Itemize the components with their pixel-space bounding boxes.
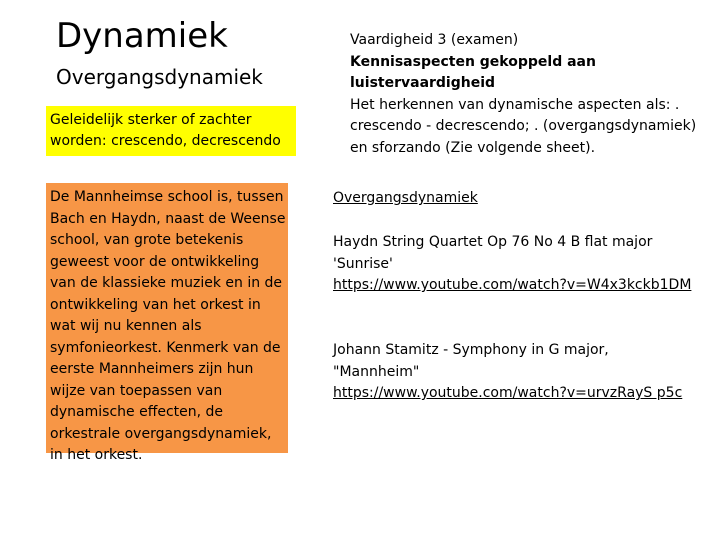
example-stamitz (333, 340, 693, 405)
example-haydn-link[interactable]: https://www.youtube.com/watch?v=W4x3kckb1DM (333, 277, 692, 293)
definition-box: Geleidelijk sterker of zachter worden: crescendo, decrescendo (46, 106, 296, 156)
skill-line: Vaardigheid 3 (examen) (350, 32, 519, 48)
skill-detail: Het herkennen van dynamische aspecten als: . crescendo - decrescendo; . (overgangsdynamiek) en sforzando (Zie volgende sheet). (350, 96, 697, 156)
knowledge-line: Kennisaspecten gekoppeld aan luistervaardigheid (350, 53, 596, 91)
example-stamitz-title: Johann Stamitz - Symphony in G major, "Mannheim" (333, 342, 609, 380)
section-heading-text: Overgangsdynamiek (333, 190, 478, 206)
page-subtitle: Overgangsdynamiek (56, 65, 263, 89)
example-haydn-title: Haydn String Quartet Op 76 No 4 B flat major 'Sunrise' (333, 234, 653, 272)
skill-description (350, 30, 705, 159)
mannheim-info-box: De Mannheimse school is, tussen Bach en Haydn, naast de Weense school, van grote betekenis geweest voor de ontwikkeling van de klassieke muziek en in de ontwikkeling van het orkest in wat wij nu kennen als symfonieorkest. Kenmerk van de eerste Mannheimers zijn hun wijze van toepassen van dynamische effecten, de orkestrale overgangsdynamiek, in het orkest. (46, 183, 288, 453)
section-heading (333, 188, 693, 210)
example-haydn (333, 232, 693, 297)
example-stamitz-link[interactable]: https://www.youtube.com/watch?v=urvzRayS p5c (333, 385, 683, 401)
page-title: Dynamiek (56, 16, 228, 56)
